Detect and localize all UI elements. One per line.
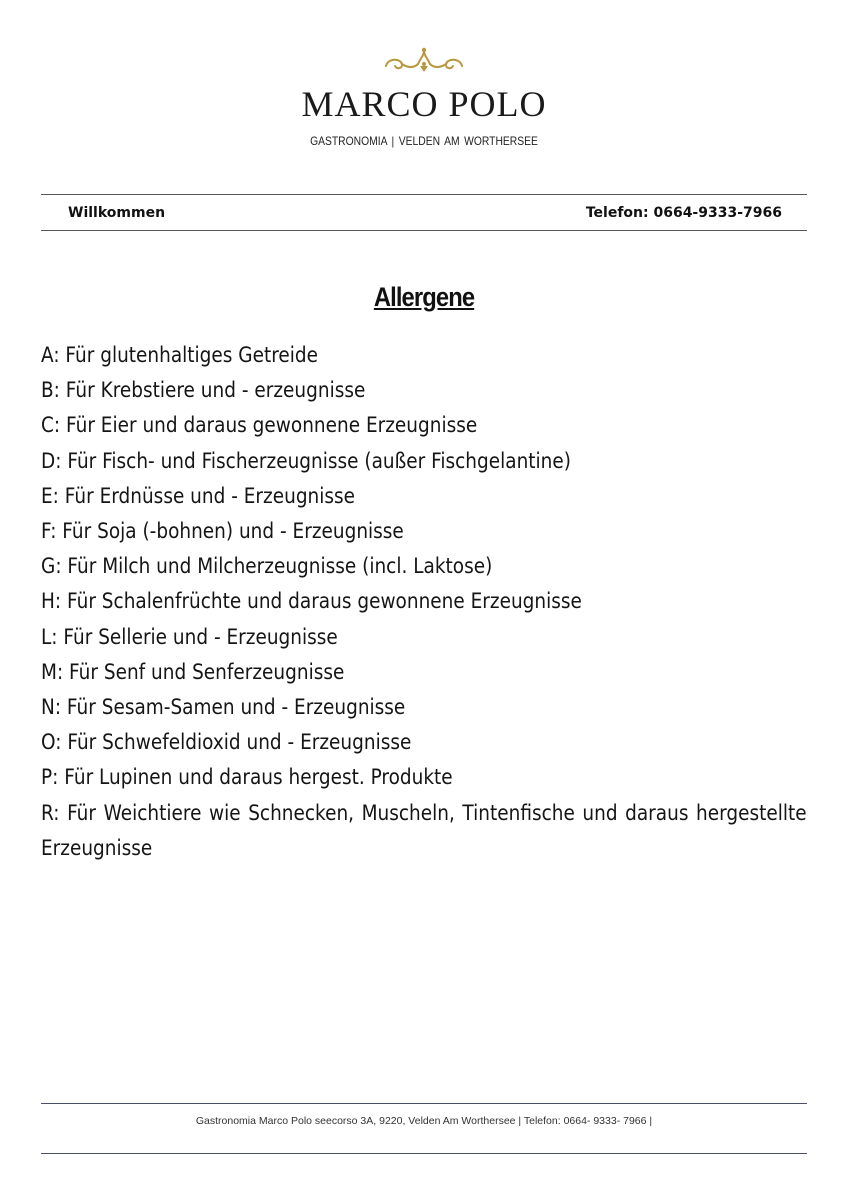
allergen-text: L: Für Sellerie und - Erzeugnisse	[41, 624, 338, 649]
allergen-text: D: Für Fisch- und Fischerzeugnisse (außer Fischgelantine)	[41, 448, 571, 473]
header-divider-bottom	[41, 230, 807, 231]
list-item	[41, 725, 807, 760]
list-item	[41, 584, 807, 619]
allergen-text: G: Für Milch und Milcherzeugnisse (incl. Laktose)	[41, 554, 493, 579]
welcome-label: Willkommen	[68, 205, 166, 221]
allergen-text: R: Für Weichtiere wie Schnecken, Muscheln, Tintenfische und daraus hergestellte Erzeugnisse	[41, 800, 807, 860]
allergen-text: P: Für Lupinen und daraus hergest. Produkte	[41, 765, 453, 790]
list-item	[41, 514, 807, 549]
list-item	[41, 655, 807, 690]
list-item	[41, 338, 807, 373]
allergen-text: F: Für Soja (-bohnen) und - Erzeugnisse	[41, 519, 404, 544]
list-item	[41, 620, 807, 655]
footer-divider-bottom	[41, 1153, 807, 1154]
allergen-text: H: Für Schalenfrüchte und daraus gewonnene Erzeugnisse	[41, 589, 582, 614]
allergen-text: C: Für Eier und daraus gewonnene Erzeugnisse	[41, 413, 478, 438]
footer-address: Gastronomia Marco Polo seecorso 3A, 9220, Velden Am Worthersee | Telefon: 0664- 9333- 7966 |	[195, 1115, 653, 1127]
list-item	[41, 408, 807, 443]
brand-name: MARCO POLO	[301, 84, 547, 124]
list-item	[41, 444, 807, 479]
allergen-text: N: Für Sesam-Samen und - Erzeugnisse	[41, 695, 406, 720]
list-item	[41, 690, 807, 725]
brand-tagline: GASTRONOMIA | VELDEN AM WORTHERSEE	[310, 134, 538, 148]
list-item	[41, 549, 807, 584]
list-item	[41, 760, 807, 795]
phone-number: Telefon: 0664-9333-7966	[585, 205, 782, 221]
allergen-text: B: Für Krebstiere und - erzeugnisse	[41, 378, 366, 403]
list-item	[41, 479, 807, 514]
header-divider-top	[41, 194, 807, 195]
allergen-text: A: Für glutenhaltiges Getreide	[41, 343, 319, 367]
list-item	[41, 796, 807, 866]
gold-flourish-icon	[378, 46, 470, 76]
allergen-list	[41, 338, 807, 866]
page-title: Allergene	[373, 282, 475, 312]
allergen-text: E: Für Erdnüsse und - Erzeugnisse	[41, 483, 356, 508]
list-item	[41, 373, 807, 408]
logo	[0, 46, 848, 76]
allergen-text: O: Für Schwefeldioxid und - Erzeugnisse	[41, 730, 412, 755]
footer-divider-top	[41, 1103, 807, 1104]
allergen-text: M: Für Senf und Senferzeugnisse	[41, 659, 345, 684]
